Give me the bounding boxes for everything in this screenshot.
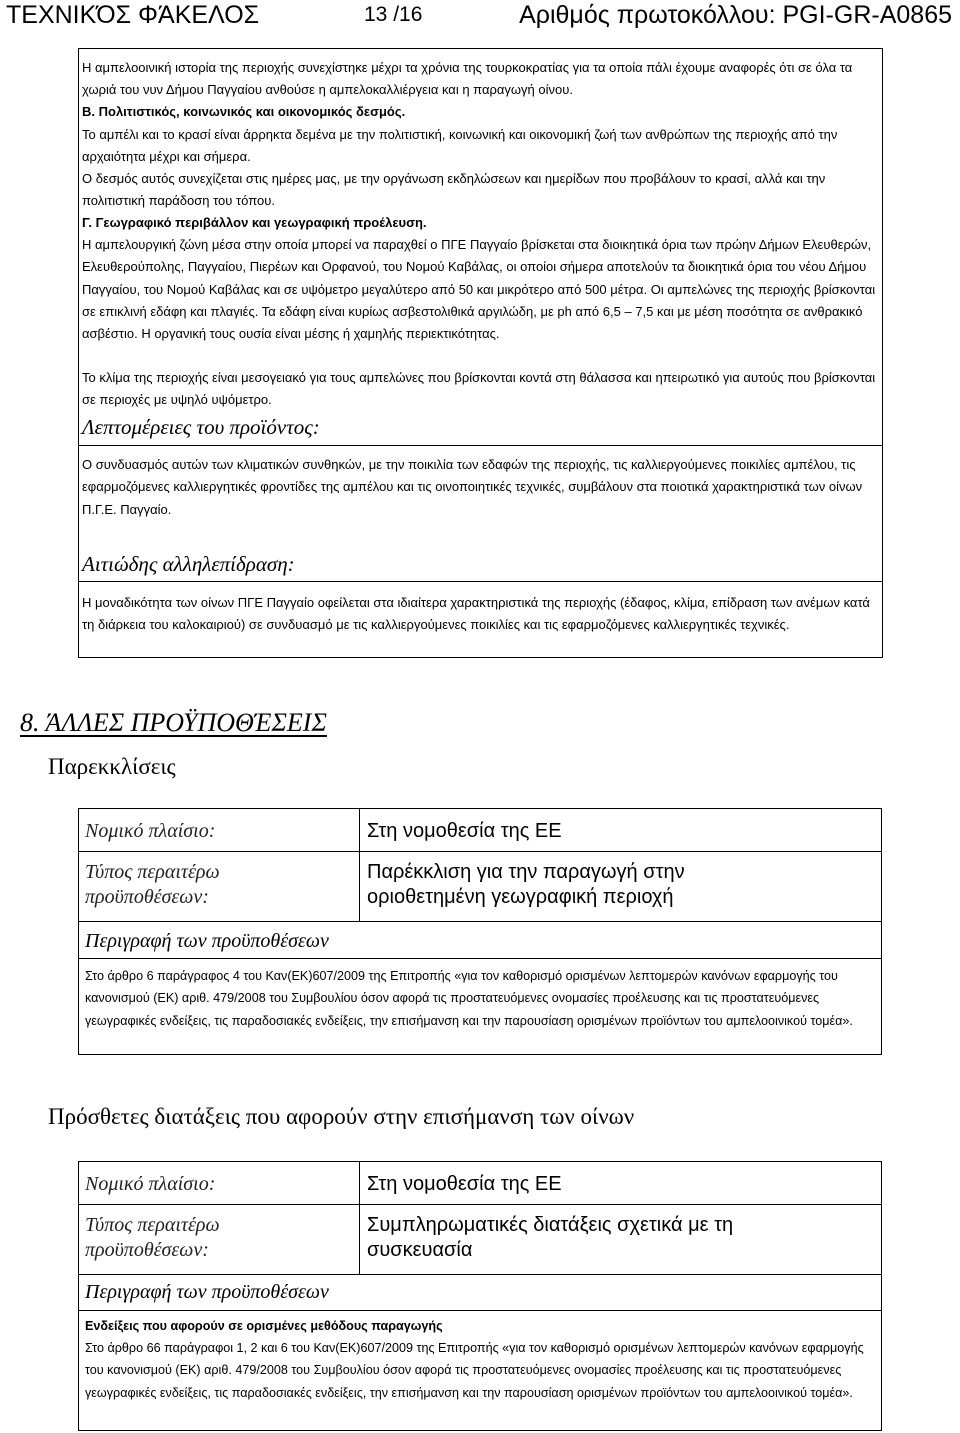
section-heading-b: Β. Πολιτιστικός, κοινωνικός και οικονομικός δεσμός.	[82, 104, 406, 119]
conditions-description-text: Στο άρθρο 66 παράγραφοι 1, 2 και 6 του Καν(ΕΚ)607/2009 της Επιτροπής «για τον καθορισμό ορισμένων λεπτομερών κανόνων εφαρμογής του κανονισμού (ΕΚ) αριθ. 479/2008 του Συμβουλίου όσον αφορά τις προστατευόμενες ονομασίες προέλευσης και τις προστατευόμενες γεωγραφικές ενδείξεις, τις παραδοσιακές ενδείξεις, την επισήμανση και την παρουσίαση ορισμένων προϊόντων του αμπελοοινικού τομέα».	[85, 1341, 864, 1400]
column-divider	[359, 1162, 360, 1275]
divider	[79, 1310, 881, 1311]
document-title: ΤΕΧΝΙΚΌΣ ΦΆΚΕΛΟΣ	[6, 1, 260, 29]
condition-type-value: οριοθετημένη γεωγραφική περιοχή	[367, 886, 674, 908]
derogations-heading: Παρεκκλίσεις	[48, 754, 176, 779]
legal-framework-row	[79, 809, 881, 852]
legal-framework-row	[79, 1162, 881, 1205]
legal-framework-label: Νομικό πλαίσιο:	[85, 1173, 216, 1195]
production-methods-heading: Ενδείξεις που αφορούν σε ορισμένες μεθόδους παραγωγής	[85, 1319, 443, 1333]
condition-type-label: Τύπος περαιτέρω	[85, 861, 220, 883]
condition-type-value: συσκευασία	[367, 1239, 473, 1261]
conditions-description-label: Περιγραφή των προϋποθέσεων	[85, 930, 329, 952]
protocol-number: Αριθμός πρωτοκόλλου: PGI-GR-A0865	[519, 1, 952, 29]
causal-paragraph: Η μοναδικότητα των οίνων ΠΓΕ Παγγαίο οφείλεται στα ιδιαίτερα χαρακτηριστικά της περιοχής (έδαφος, κλίμα, επίδραση των ανέμων κατά τη διάρκεια του καλοκαιριού) σε συνδυασμό με τις καλλιεργούμενες ποικιλίες και τις εφαρμοζόμενες καλλιεργητικές τεχνικές.	[82, 595, 870, 633]
product-details-heading: Λεπτομέρειες του προϊόντος:	[82, 415, 320, 439]
divider	[79, 958, 881, 959]
labelling-table	[78, 1161, 882, 1431]
legal-framework-value: Στη νομοθεσία της ΕΕ	[367, 820, 562, 842]
cultural-paragraph: Το αμπέλι και το κρασί είναι άρρηκτα δεμένα με την πολιτιστική, κοινωνική και οικονομική ζωή των ανθρώπων της περιοχής από την αρχαιότητα μέχρι και σήμερα.	[82, 127, 838, 165]
column-divider	[359, 809, 360, 922]
condition-type-label: Τύπος περαιτέρω	[85, 1214, 220, 1236]
derogation-table	[78, 808, 882, 1055]
page-header	[0, 0, 960, 30]
section-title: 8. ΆΛΛΕΣ ΠΡΟΫΠΟΘΈΣΕΙΣ	[20, 708, 327, 737]
conditions-description-text: Στο άρθρο 6 παράγραφος 4 του Καν(ΕΚ)607/2009 της Επιτροπής «για τον καθορισμό ορισμένων λεπτομερών κανόνων εφαρμογής του κανονισμού (ΕΚ) αριθ. 479/2008 του Συμβουλίου όσον αφορά τις προστατευόμενες ονομασίες προέλευσης και τις προστατευόμενες γεωγραφικές ενδείξεις, τις παραδοσιακές ενδείξεις, την επισήμανση και την παρουσίαση ορισμένων προϊόντων του αμπελοοινικού τομέα».	[85, 969, 853, 1028]
history-paragraph: Η αμπελοοινική ιστορία της περιοχής συνεχίστηκε μέχρι τα χρόνια της τουρκοκρατίας για τα οποία πάλι έχουμε αναφορές ότι σε όλα τα χωριά του νυν Δήμου Παγγαίου ανθούσε η αμπελοκαλλιέργεια και η παραγωγή οίνου.	[82, 60, 853, 98]
condition-type-label: προϋποθέσεων:	[85, 886, 209, 908]
legal-framework-label: Νομικό πλαίσιο:	[85, 820, 216, 842]
causal-heading: Αιτιώδης αλληλεπίδραση:	[82, 552, 295, 576]
product-paragraph: Ο συνδυασμός αυτών των κλιματικών συνθηκών, με την ποικιλία των εδαφών της περιοχής, τις καλλιεργούμενες ποικιλίες αμπέλου, τις εφαρμοζόμενες καλλιεργητικές φροντίδες της αμπέλου και τις οινοποιητικές τεχνικές, συμβάλουν στα ποιοτικά χαρακτηριστικά των οίνων Π.Γ.Ε. Παγγαίο.	[82, 457, 863, 517]
labelling-provisions-heading: Πρόσθετες διατάξεις που αφορούν στην επισήμανση των οίνων	[48, 1104, 635, 1129]
geography-paragraph: Η αμπελουργική ζώνη μέσα στην οποία μπορεί να παραχθεί ο ΠΓΕ Παγγαίο βρίσκεται στα διοικητικά όρια των πρώην Δήμων Ελευθερών, Ελευθερούπολης, Παγγαίου, Πιερέων και Ορφανού, του Νομού Καβάλας, οι οποίοι σήμερα αποτελούν τα διοικητικά όρια του νέου Δήμου Παγγαίου, του Νομού Καβάλας και σε υψόμετρο μεγαλύτερο από 50 και μικρότερο από 500 μέτρα. Οι αμπελώνες της περιοχής βρίσκονται σε επικλινή εδάφη και πλαγιές. Τα εδάφη είναι κυρίως ασβεστολιθικά αργιλώδη, με ph από 6,5 – 7,5 και με μέση ποσότητα σε ανθρακικό ασβέστιο. Η οργανική τους ουσία είναι μέσης ή χαμηλής περιεκτικότητας.	[82, 237, 876, 342]
climate-paragraph: Το κλίμα της περιοχής είναι μεσογειακό για τους αμπελώνες που βρίσκονται κοντά στη θάλασσα και ηπειρωτικό για αυτούς που βρίσκονται σε περιοχές με υψηλό υψόμετρο.	[82, 370, 876, 408]
divider	[78, 445, 883, 446]
condition-type-label: προϋποθέσεων:	[85, 1239, 209, 1261]
section-heading-g: Γ. Γεωγραφικό περιβάλλον και γεωγραφική προέλευση.	[82, 215, 427, 230]
page-number: 13 /16	[364, 3, 423, 26]
divider	[78, 581, 883, 582]
condition-type-row	[79, 852, 881, 922]
bond-paragraph: Ο δεσμός αυτός συνεχίζεται στις ημέρες μας, με την οργάνωση εκδηλώσεων και ημερίδων που προβάλουν το κρασί, αλλά και την πολιτιστική παράδοση του τόπου.	[82, 171, 826, 209]
conditions-description-label: Περιγραφή των προϋποθέσεων	[85, 1281, 329, 1303]
legal-framework-value: Στη νομοθεσία της ΕΕ	[367, 1173, 562, 1195]
condition-type-value: Παρέκκλιση για την παραγωγή στην	[367, 861, 685, 883]
condition-type-row	[79, 1205, 881, 1275]
condition-type-value: Συμπληρωματικές διατάξεις σχετικά με τη	[367, 1214, 734, 1236]
